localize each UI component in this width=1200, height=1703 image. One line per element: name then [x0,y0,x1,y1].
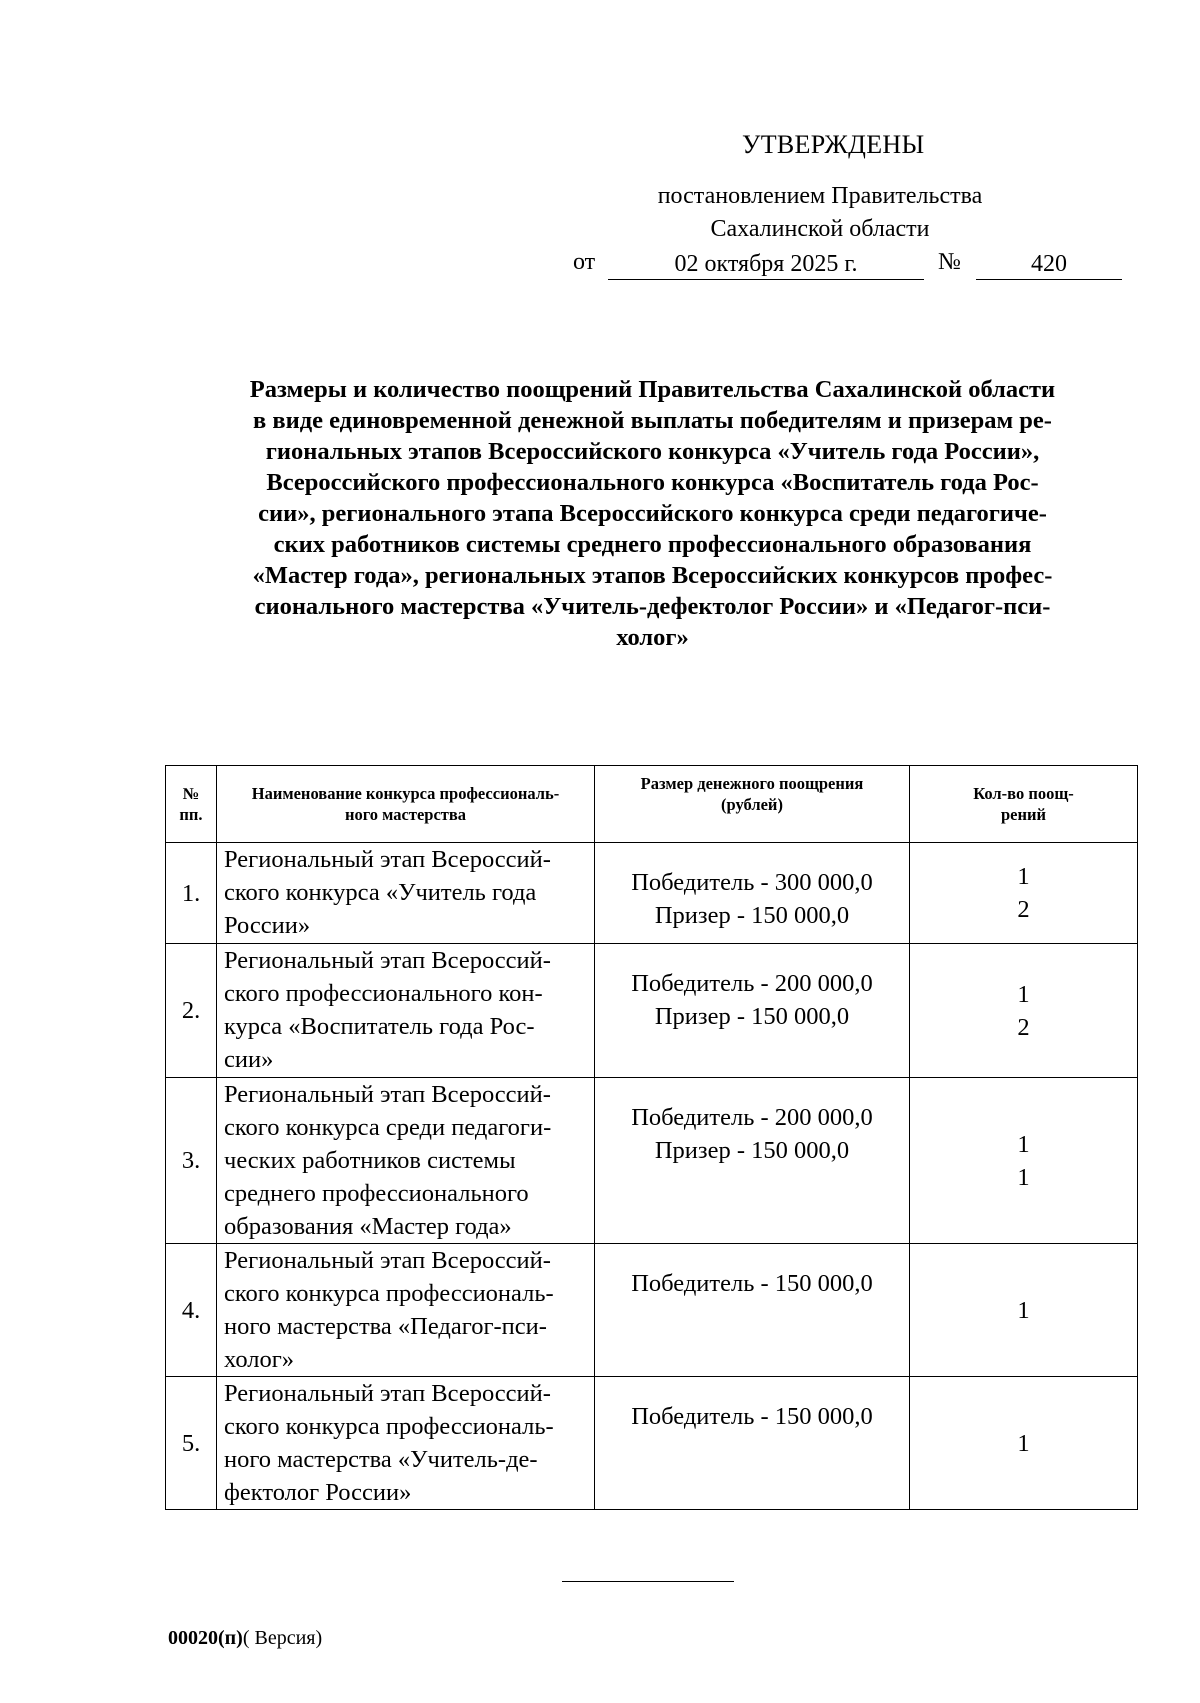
title-line: сионального мастерства «Учитель-дефектолог России» и «Педагог-пси- [254,593,1051,620]
decree-number-label: № [938,249,961,275]
end-divider [562,1581,734,1582]
award-counts: 1 1 [910,1078,1138,1244]
title-line: холог» [616,624,689,651]
table-header-row [166,766,1138,843]
table-row [166,1244,1138,1377]
table-row [166,944,1138,1078]
title-line: сии», регионального этапа Всероссийского конкурса среди педагогиче- [258,500,1047,527]
decree-from-label: от [573,249,596,275]
contest-name: Региональный этап Всероссий- ского конкурса «Учитель года России» [217,843,595,944]
decree-date: 02 октября 2025 г. [608,249,924,280]
approval-line-2: Сахалинской области [710,216,930,242]
document-code-number: 00020(п) [168,1627,243,1649]
approval-title: УТВЕРЖДЕНЫ [742,130,925,159]
prize-amounts: Победитель - 150 000,0 [595,1377,910,1510]
table-row [166,1078,1138,1244]
title-line: Размеры и количество поощрений Правительства Сахалинской области [249,376,1056,403]
prize-amounts: Победитель - 200 000,0 Призер - 150 000,0 [595,944,910,1078]
table-row [166,1377,1138,1510]
contest-name: Региональный этап Всероссий- ского конкурса профессиональ- ного мастерства «Учитель-де- фектолог России» [217,1377,595,1510]
contest-name: Региональный этап Всероссий- ского профессионального кон- курса «Воспитатель года Рос- сии» [217,944,595,1078]
document-version: ( Версия) [242,1627,323,1649]
title-line: Всероссийского профессионального конкурса «Воспитатель года Рос- [266,469,1039,496]
contest-name: Региональный этап Всероссий- ского конкурса профессиональ- ного мастерства «Педагог-пси- холог» [217,1244,595,1377]
document-title [180,374,1125,653]
header-number: № пп. [166,766,217,843]
title-line: «Мастер года», региональных этапов Всероссийских конкурсов профес- [252,562,1053,589]
title-line: гиональных этапов Всероссийского конкурса «Учитель года России», [265,438,1040,465]
prize-amounts: Победитель - 200 000,0 Призер - 150 000,0 [595,1078,910,1244]
row-number: 5. [166,1377,217,1510]
prize-amounts: Победитель - 300 000,0 Призер - 150 000,0 [595,843,910,944]
title-line: ских работников системы среднего профессионального образования [273,531,1032,558]
prize-amounts: Победитель - 150 000,0 [595,1244,910,1377]
header-award-count: Кол-во поощ- рений [910,766,1138,843]
header-contest-name: Наименование конкурса профессиональ- ного мастерства [217,766,595,843]
row-number: 4. [166,1244,217,1377]
award-counts: 1 [910,1377,1138,1510]
row-number: 1. [166,843,217,944]
table-row [166,843,1138,944]
document-code [168,1627,322,1650]
awards-table [165,765,1138,1510]
header-prize-amount: Размер денежного поощрения (рублей) [595,766,910,843]
award-counts: 1 2 [910,944,1138,1078]
row-number: 2. [166,944,217,1078]
approval-line-1: постановлением Правительства [657,183,983,209]
decree-number: 420 [976,249,1122,280]
contest-name: Региональный этап Всероссий- ского конкурса среди педагоги- ческих работников системы среднего профессионального образования «Мастер года» [217,1078,595,1244]
row-number: 3. [166,1078,217,1244]
award-counts: 1 [910,1244,1138,1377]
title-line: в виде единовременной денежной выплаты победителям и призерам ре- [253,407,1052,434]
award-counts: 1 2 [910,843,1138,944]
